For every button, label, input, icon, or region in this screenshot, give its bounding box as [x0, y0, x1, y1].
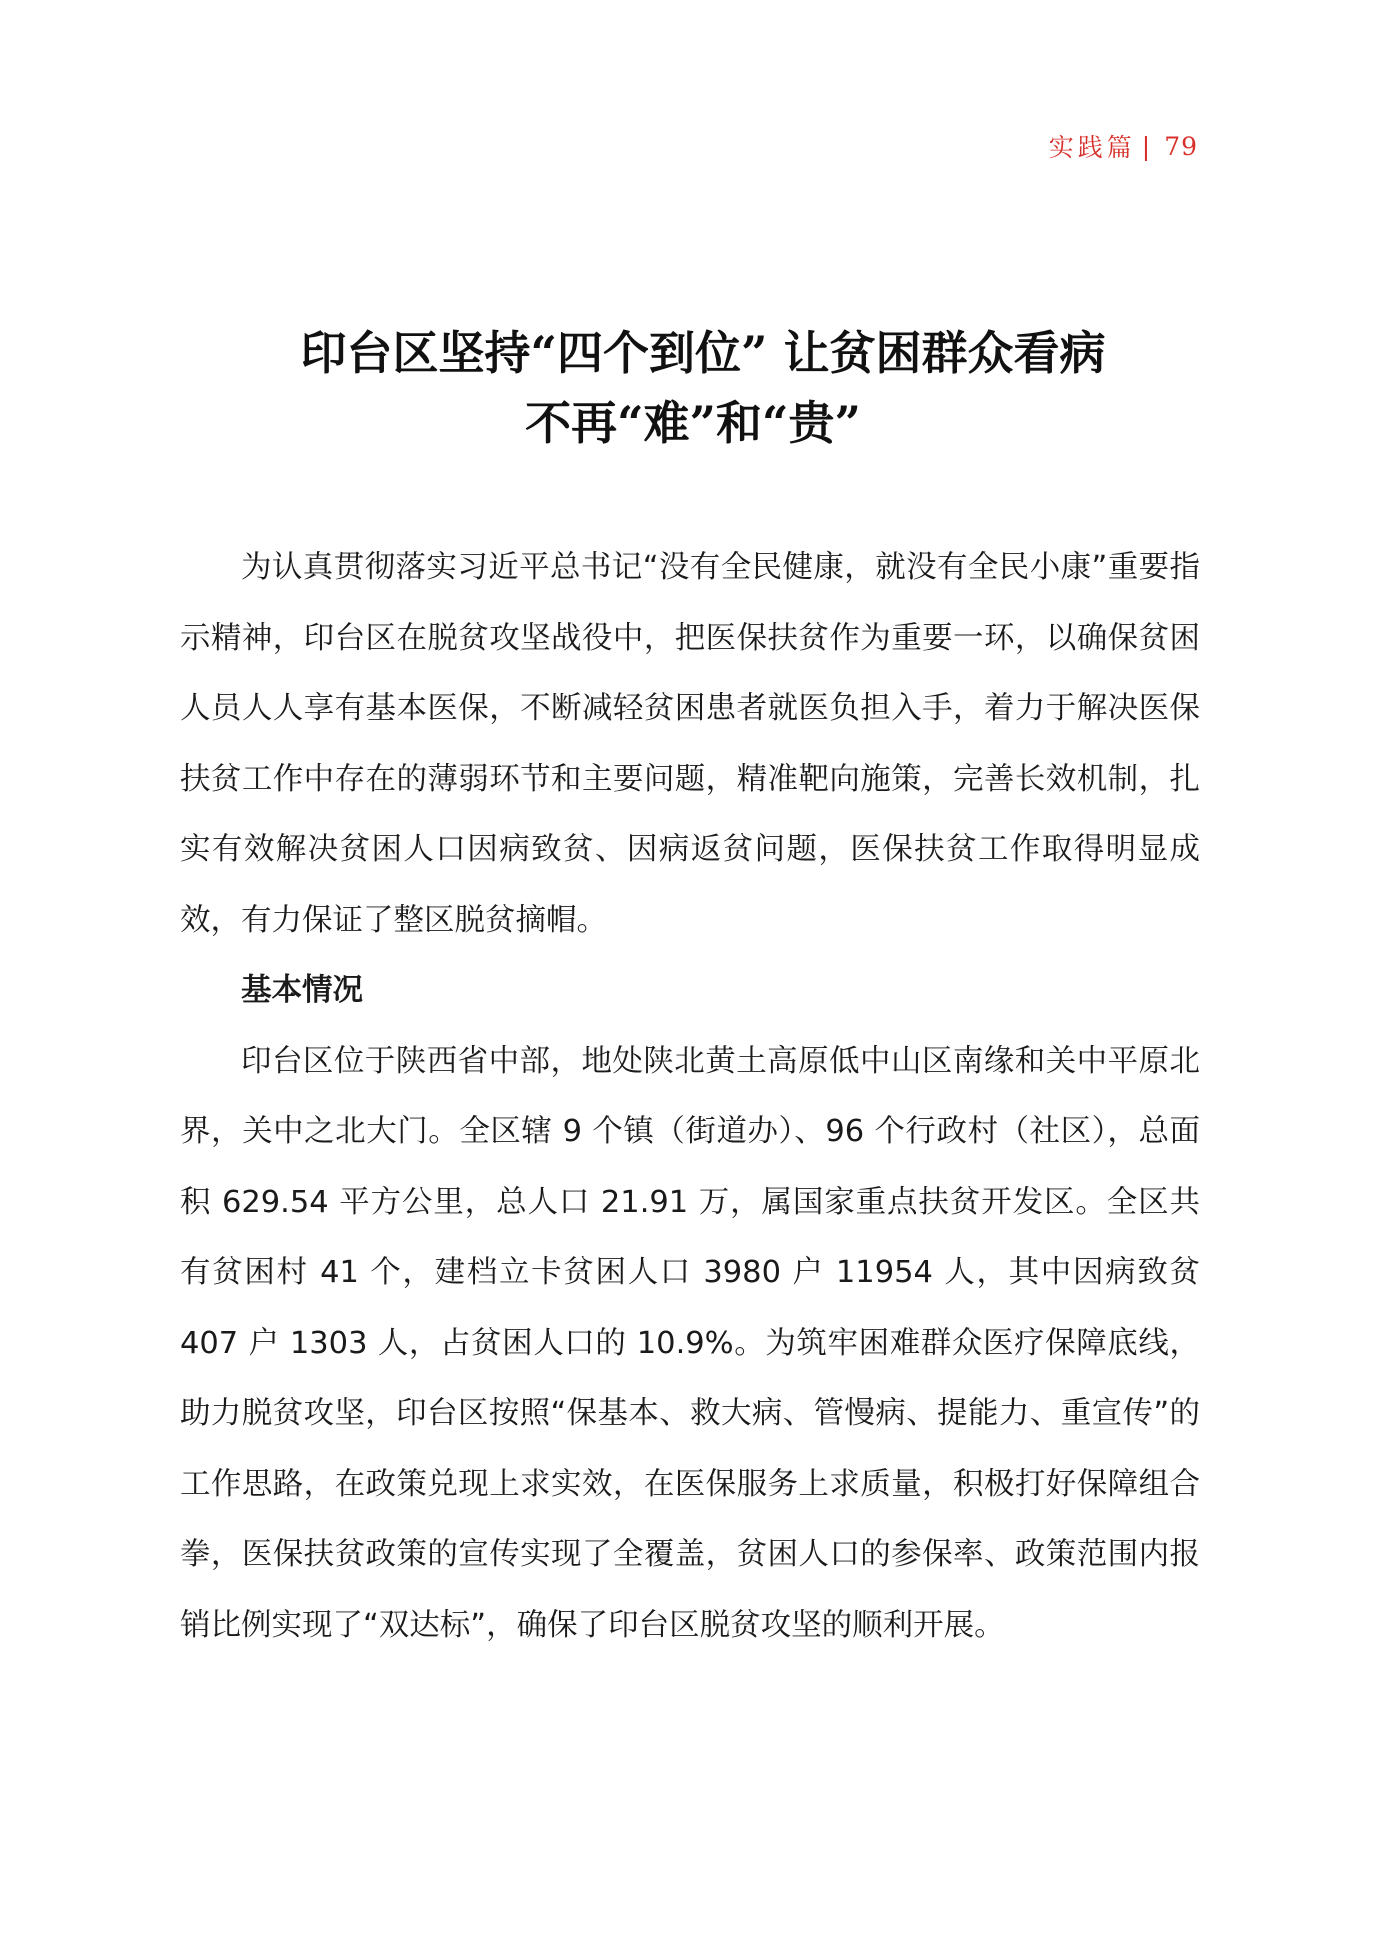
section-name: 实践篇: [1048, 133, 1136, 162]
article-title: [0, 318, 1386, 458]
basic-situation-paragraph: 印台区位于陕西省中部，地处陕北黄土高原低中山区南缘和关中平原北界，关中之北大门。全区辖 9 个镇（街道办）、96 个行政村（社区），总面积 629.54 平方公里，总人口 21.91 万，属国家重点扶贫开发区。全区共有贫困村 41 个，建档立卡贫困人口 3980 户 11954 人，其中因病致贫 407 户 1303 人，占贫困人口的 10.9%。为筑牢困难群众医疗保障底线，助力脱贫攻坚，印台区按照“保基本、救大病、管慢病、提能力、重宣传”的工作思路，在政策兑现上求实效，在医保服务上求质量，积极打好保障组合拳，医保扶贫政策的宣传实现了全覆盖，贫困人口的参保率、政策范围内报销比例实现了“双达标”，确保了印台区脱贫攻坚的顺利开展。: [180, 1043, 1200, 1643]
section-heading: 基本情况: [241, 973, 363, 1008]
article-body: [180, 533, 1200, 1661]
title-line-2: 不再“难”和“贵”: [525, 396, 861, 450]
intro-paragraph: 为认真贯彻落实习近平总书记“没有全民健康，就没有全民小康”重要指示精神，印台区在脱贫攻坚战役中，把医保扶贫作为重要一环，以确保贫困人员人人享有基本医保，不断减轻贫困患者就医负担入手，着力于解决医保扶贫工作中存在的薄弱环节和主要问题，精准靶向施策，完善长效机制，扎实有效解决贫困人口因病致贫、因病返贫问题，医保扶贫工作取得明显成效，有力保证了整区脱贫摘帽。: [180, 550, 1200, 938]
page-number: 79: [1164, 131, 1198, 161]
title-line-1: 印台区坚持“四个到位” 让贫困群众看病: [300, 326, 1106, 380]
running-header: [1049, 128, 1198, 164]
header-separator: |: [1141, 131, 1155, 161]
